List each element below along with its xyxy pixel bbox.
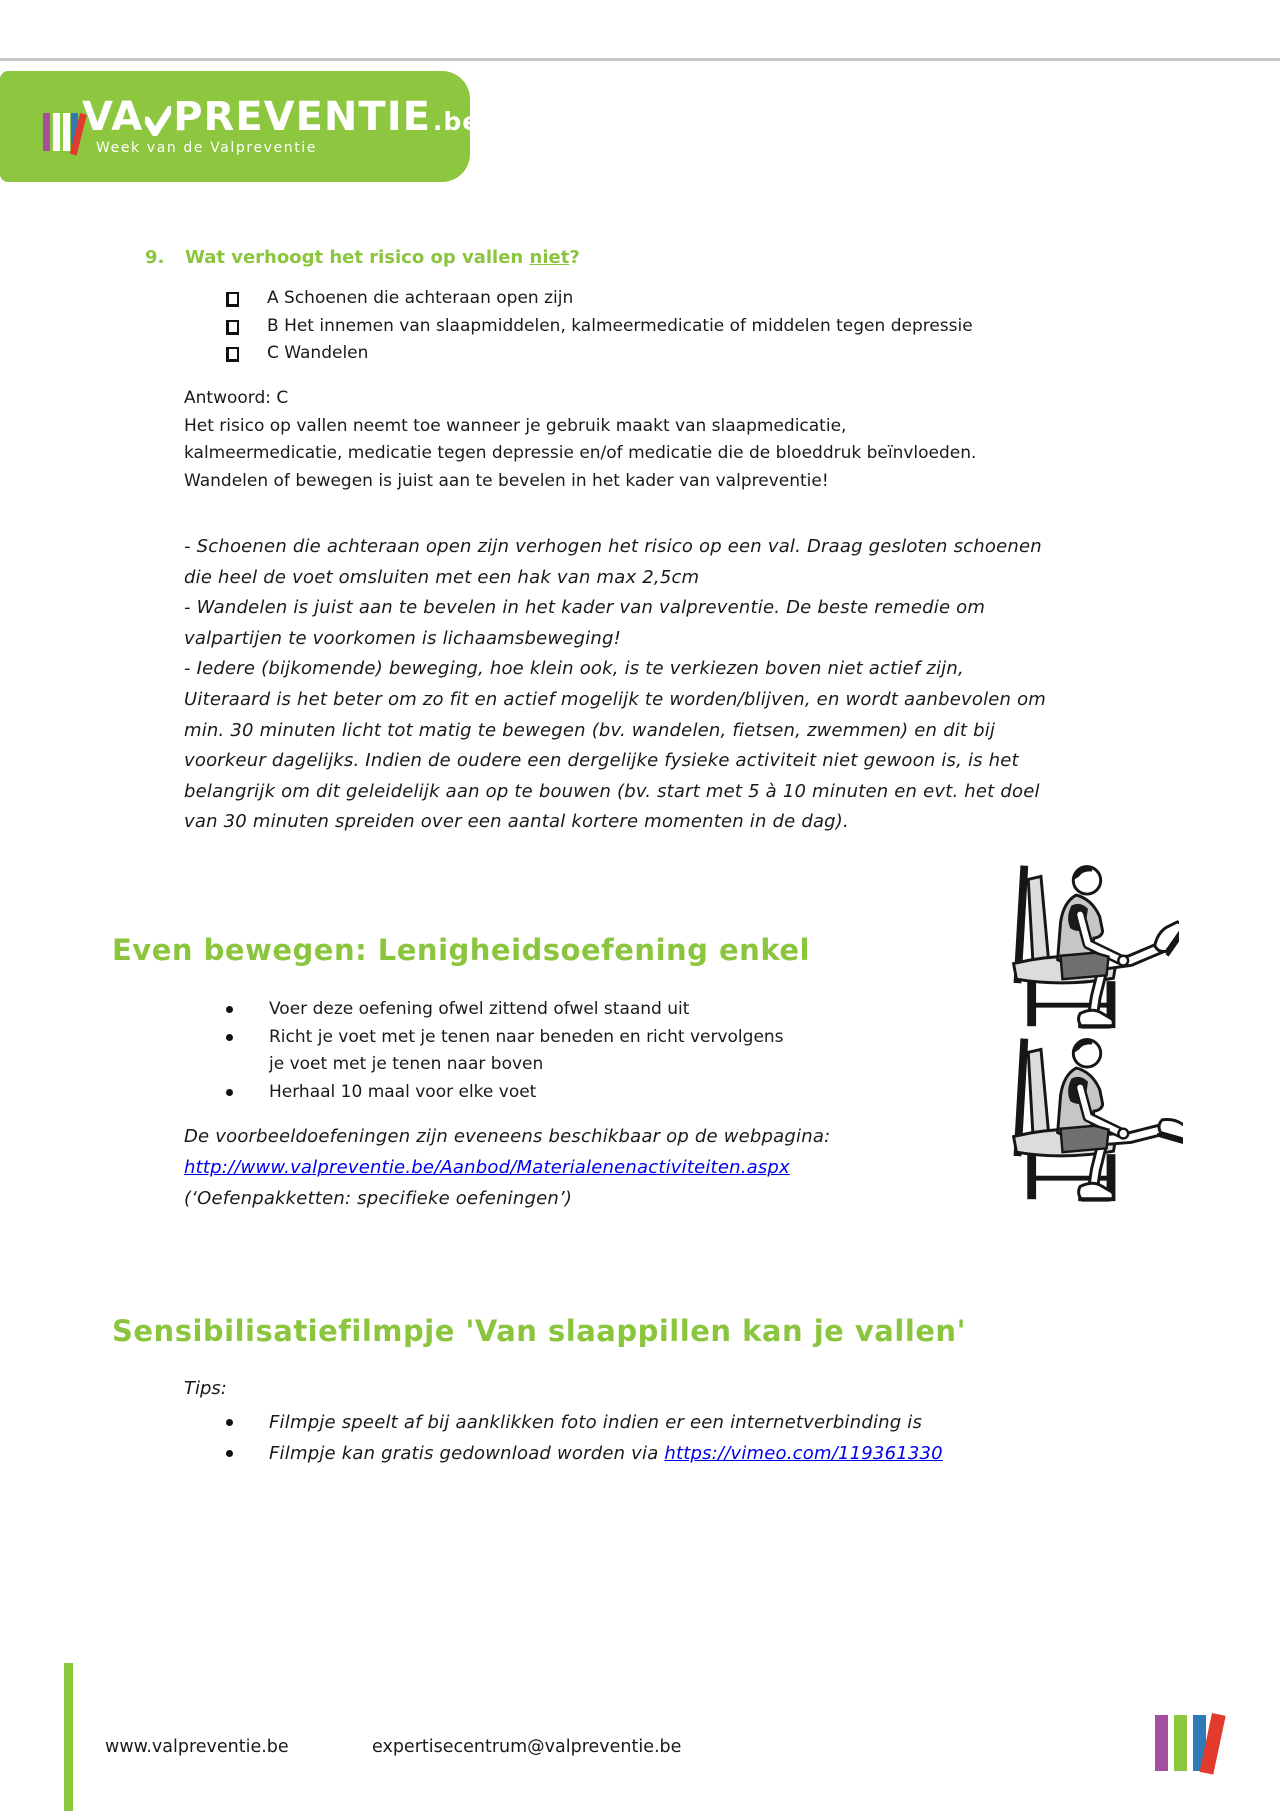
tip-row [226, 1407, 943, 1438]
tip-row [226, 1438, 943, 1469]
bullet-icon [226, 1419, 233, 1426]
logo-title-preventie: PREVENTIE [173, 94, 431, 140]
seated-ankle-exercise-toes-down-image [993, 1027, 1183, 1207]
answer-notes [184, 532, 1164, 838]
bullet-row [226, 1024, 784, 1079]
footer-website: www.valpreventie.be [105, 1737, 289, 1757]
bullet-row [226, 1079, 784, 1107]
tips-label: Tips: [184, 1378, 227, 1399]
note-line: valpartijen te voorkomen is lichaamsbeweging! [184, 627, 622, 649]
book-bar-purple-icon [43, 113, 50, 151]
exercise-info-intro: De voorbeeldoefeningen zijn eveneens beschikbaar op de webpagina: [184, 1126, 831, 1147]
footer-books-icon [1155, 1713, 1255, 1775]
materials-page-link[interactable]: http://www.valpreventie.be/Aanbod/Materialenenactiviteiten.aspx [184, 1157, 790, 1178]
book-bar-white2-icon [63, 113, 70, 151]
valpreventie-logo [0, 71, 481, 182]
question-options [226, 288, 973, 371]
logo-title-va: VA [82, 94, 144, 140]
note-line: - Iedere (bijkomende) beweging, hoe klein ook, is te verkiezen boven niet actief zijn, [184, 658, 964, 680]
note-line: - Wandelen is juist aan te bevelen in het kader van valpreventie. De beste remedie om [184, 597, 986, 619]
exercise-heading: Even bewegen: Lenigheidsoefening enkel [112, 933, 810, 967]
question-heading [145, 247, 580, 268]
logo-tld: .be [432, 107, 481, 137]
bullet-label: je voet met je tenen naar boven [269, 1054, 544, 1074]
video-heading: Sensibilisatiefilmpje 'Van slaappillen kan je vallen' [112, 1314, 966, 1348]
note-line: min. 30 minuten licht tot matig te bewegen (bv. wandelen, fietsen, zwemmen) en dit bij [184, 719, 996, 741]
exercise-info [184, 1121, 830, 1214]
question-text-suffix: ? [569, 247, 580, 268]
note-line: Uiteraard is het beter om zo fit en actief mogelijk te worden/blijven, en wordt aanbevolen om [184, 688, 1047, 710]
bullet-icon [226, 1089, 233, 1096]
checkbox-icon [226, 292, 239, 307]
option-label-a: A Schoenen die achteraan open zijn [267, 288, 574, 308]
note-line: die heel de voet omsluiten met een hak van max 2,5cm [184, 566, 700, 588]
option-label-b: B Het innemen van slaapmiddelen, kalmeermedicatie of middelen tegen depressie [267, 315, 973, 336]
question-number: 9. [145, 247, 165, 268]
answer-line: Wandelen of bewegen is juist aan te bevelen in het kader van valpreventie! [184, 470, 829, 491]
tip-label: Filmpje kan gratis gedownload worden via [269, 1443, 665, 1464]
note-line: - Schoenen die achteraan open zijn verhogen het risico op een val. Draag gesloten schoenen [184, 536, 1042, 557]
footer-email: expertisecentrum@valpreventie.be [372, 1737, 682, 1757]
bullet-icon [226, 1034, 233, 1041]
vimeo-link[interactable]: https://vimeo.com/119361330 [664, 1443, 943, 1464]
note-line: belangrijk om dit geleidelijk aan op te bouwen (bv. start met 5 à 10 minuten en evt. het doel [184, 780, 1040, 802]
logo-subtitle: Week van de Valpreventie [96, 140, 318, 156]
exercise-bullets [226, 996, 784, 1106]
book-bar-white-icon [53, 113, 60, 151]
bullet-label: Voer deze oefening ofwel zittend ofwel staand uit [269, 999, 690, 1019]
logo-l-checkmark-icon [145, 106, 171, 136]
answer-block [184, 385, 1144, 495]
bullet-icon [226, 1450, 233, 1457]
bullet-row [226, 996, 784, 1024]
tip-label: Filmpje speelt af bij aanklikken foto indien er een internetverbinding is [269, 1412, 923, 1433]
answer-line: kalmeermedicatie, medicatie tegen depressie en/of medicatie die de bloeddruk beïnvloeden. [184, 443, 977, 463]
bullet-label: Richt je voet met je tenen naar beneden en richt vervolgens [269, 1026, 784, 1047]
question-text: Wat verhoogt het risico op vallen [185, 247, 530, 268]
video-tips [226, 1407, 943, 1469]
question-text-underlined: niet [529, 247, 570, 268]
bullet-label: Herhaal 10 maal voor elke voet [269, 1081, 537, 1102]
checkbox-icon [226, 347, 239, 362]
seated-ankle-exercise-toes-up-image [993, 854, 1179, 1036]
note-line: van 30 minuten spreiden over een aantal kortere momenten in de dag). [184, 811, 849, 833]
exercise-info-outro: (‘Oefenpakketten: specifieke oefeningen’) [184, 1188, 573, 1209]
answer-label: Antwoord: C [184, 388, 289, 408]
book-bar-purple-icon [1155, 1715, 1168, 1771]
checkbox-icon [226, 320, 239, 335]
option-row-b [226, 316, 973, 344]
logo-title [82, 94, 481, 140]
page-top-divider [0, 58, 1280, 61]
option-row-c [226, 343, 973, 371]
bullet-icon [226, 1006, 233, 1013]
footer-accent-bar [64, 1663, 73, 1811]
option-row-a [226, 288, 973, 316]
book-bar-green-icon [1174, 1715, 1187, 1771]
note-line: voorkeur dagelijks. Indien de oudere een dergelijke fysieke activiteit niet gewoon is, is het [184, 750, 1019, 772]
answer-line: Het risico op vallen neemt toe wanneer je gebruik maakt van slaapmedicatie, [184, 415, 847, 436]
option-label-c: C Wandelen [267, 343, 369, 363]
